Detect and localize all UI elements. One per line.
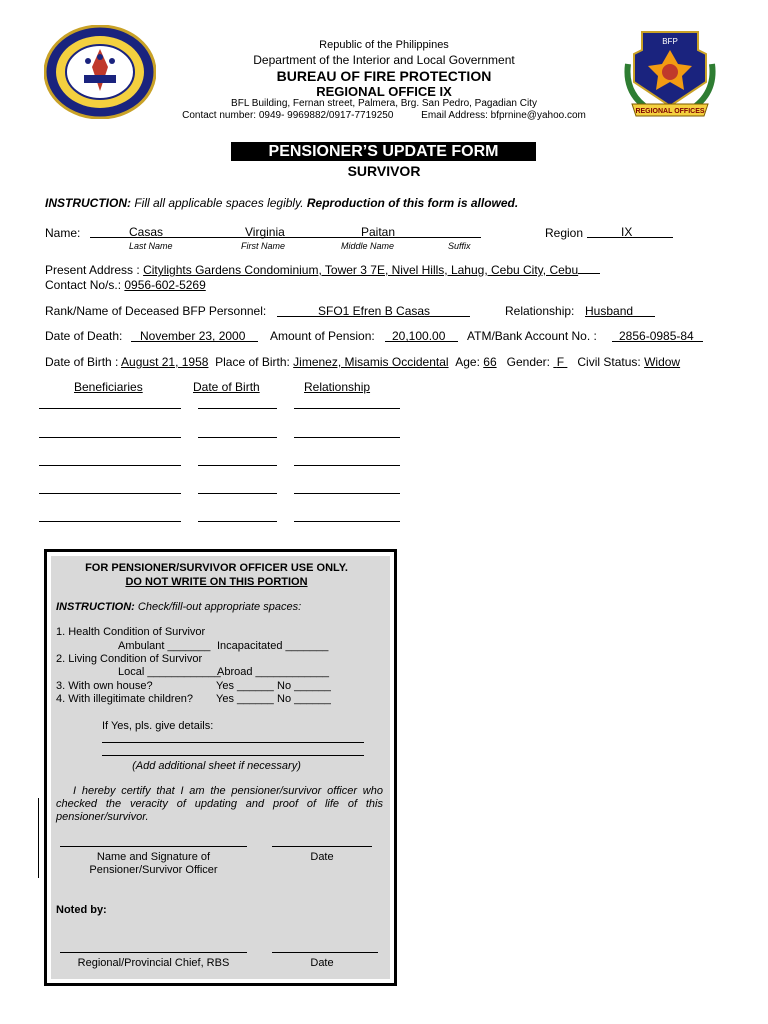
address-trailing-line [578, 263, 600, 277]
beneficiary-dob-header: Date of Birth [193, 380, 260, 394]
form-title: PENSIONER’S UPDATE FORM [231, 142, 536, 161]
beneficiary-dob-field[interactable] [198, 521, 277, 522]
chief-date-caption: Date [310, 957, 334, 969]
office-heading-2: DO NOT WRITE ON THIS PORTION [125, 576, 308, 588]
header-republic: Republic of the Philippines [319, 39, 449, 51]
contact-value[interactable]: 0956-602-5269 [124, 278, 206, 292]
birth-place-label: Place of Birth: [215, 355, 294, 369]
name-label: Name: [45, 226, 81, 240]
bfp-ribbon-text: REGIONAL OFFICES [635, 108, 705, 115]
office-instruction: INSTRUCTION: Check/fill-out appropriate spaces: [56, 601, 302, 613]
chief-signature-line[interactable] [60, 952, 247, 953]
death-date-label: Date of Death: [45, 329, 123, 343]
beneficiary-name-field[interactable] [39, 493, 181, 494]
pension-label: Amount of Pension: [270, 329, 375, 343]
beneficiary-relationship-field[interactable] [294, 437, 400, 438]
beneficiary-name-field[interactable] [39, 408, 181, 409]
officer-signature-line[interactable] [60, 846, 247, 847]
gender-label: Gender: [506, 355, 550, 369]
suffix-caption: Suffix [448, 241, 471, 251]
contact-label: Contact No/s.: [45, 278, 125, 292]
beneficiary-dob-field[interactable] [198, 437, 277, 438]
instruction-label: INSTRUCTION: [45, 196, 131, 210]
name-first-value[interactable]: Virginia [245, 225, 285, 239]
birth-line [45, 356, 680, 368]
details-note: (Add additional sheet if necessary) [132, 760, 301, 772]
beneficiary-relationship-field[interactable] [294, 408, 400, 409]
header-contact: Contact number: 0949- 9969882/0917-7719250 Email Address: bfprnine@yahoo.com [182, 110, 586, 121]
chief-date-line[interactable] [272, 952, 378, 953]
beneficiary-dob-field[interactable] [198, 493, 277, 494]
age-label: Age: [455, 355, 484, 369]
beneficiary-name-field[interactable] [39, 521, 181, 522]
beneficiaries-header: Beneficiaries [74, 380, 143, 394]
house-no-field[interactable]: No ______ [277, 680, 331, 692]
birth-date-value[interactable]: August 21, 1958 [121, 355, 209, 369]
civil-status-value[interactable]: Widow [644, 355, 681, 369]
deceased-value[interactable]: SFO1 Efren B Casas [318, 304, 431, 318]
children-yes-field[interactable]: Yes ______ [216, 693, 274, 705]
beneficiary-name-field[interactable] [39, 437, 181, 438]
region-label: Region [545, 226, 584, 240]
item-house: 3. With own house? [56, 680, 153, 692]
header-office: REGIONAL OFFICE IX [316, 84, 452, 99]
beneficiary-dob-field[interactable] [198, 465, 277, 466]
civil-status-label: Civil Status: [577, 355, 645, 369]
details-line-1[interactable] [102, 742, 364, 743]
office-use-panel [51, 556, 390, 979]
ambulant-field[interactable]: Ambulant _______ [118, 640, 211, 652]
signature-caption-2: Pensioner/Survivor Officer [89, 864, 218, 876]
relationship-value[interactable]: Husband [585, 304, 634, 318]
officer-date-line[interactable] [272, 846, 372, 847]
bfp-logo-text: BFP [662, 37, 678, 46]
beneficiary-relationship-header: Relationship [304, 380, 371, 394]
item-children: 4. With illegitimate children? [56, 693, 193, 705]
atm-label: ATM/Bank Account No. : [467, 329, 597, 343]
address-value[interactable]: Citylights Gardens Condominium, Tower 3 7E, Nivel Hills, Lahug, Cebu City, Cebu [143, 263, 579, 277]
instruction-line [45, 197, 518, 209]
name-last-value[interactable]: Casas [129, 225, 164, 239]
beneficiary-relationship-field[interactable] [294, 465, 400, 466]
item-living: 2. Living Condition of Survivor [56, 653, 203, 665]
office-heading-1: FOR PENSIONER/SURVIVOR OFFICER USE ONLY. [85, 562, 348, 574]
local-field[interactable]: Local ____________ [118, 666, 221, 678]
certify-text: I hereby certify that I am the pensioner/survivor officer who checked the veracity of updating and proof of life of this pensioner/survivor. [56, 785, 383, 823]
item-health: 1. Health Condition of Survivor [56, 626, 206, 638]
details-label: If Yes, pls. give details: [102, 720, 214, 732]
noted-by-label: Noted by: [56, 904, 107, 916]
relationship-label: Relationship: [505, 304, 575, 318]
beneficiary-name-field[interactable] [39, 465, 181, 466]
beneficiary-relationship-field[interactable] [294, 493, 400, 494]
details-line-2[interactable] [102, 755, 364, 756]
header-bureau: BUREAU OF FIRE PROTECTION [276, 68, 492, 84]
contact-line [45, 279, 206, 291]
last-name-caption: Last Name [129, 241, 173, 251]
address-label: Present Address : [45, 263, 144, 277]
header-department: Department of the Interior and Local Government [253, 53, 515, 67]
form-subtitle: SURVIVOR [347, 163, 421, 179]
name-middle-value[interactable]: Paitan [361, 225, 396, 239]
middle-name-caption: Middle Name [341, 241, 395, 251]
office-use-box [44, 549, 397, 986]
children-no-field[interactable]: No ______ [277, 693, 331, 705]
chief-caption: Regional/Provincial Chief, RBS [77, 957, 230, 969]
header-address: BFL Building, Fernan street, Palmera, Brg. San Pedro, Pagadian City [231, 98, 537, 109]
birth-place-value[interactable]: Jimenez, Misamis Occidental [293, 355, 449, 369]
age-value[interactable]: 66 [483, 355, 497, 369]
deceased-label: Rank/Name of Deceased BFP Personnel: [45, 304, 267, 318]
gender-value[interactable]: F [556, 355, 565, 369]
instruction-text: Fill all applicable spaces legibly. [131, 196, 307, 210]
first-name-caption: First Name [241, 241, 286, 251]
house-yes-field[interactable]: Yes ______ [216, 680, 274, 692]
beneficiary-dob-field[interactable] [198, 408, 277, 409]
incapacitated-field[interactable]: Incapacitated _______ [217, 640, 329, 652]
abroad-field[interactable]: Abroad ____________ [217, 666, 329, 678]
beneficiary-relationship-field[interactable] [294, 521, 400, 522]
signature-caption-1: Name and Signature of [96, 851, 211, 863]
instruction-bold: Reproduction of this form is allowed. [306, 196, 519, 210]
death-date-value[interactable]: November 23, 2000 [140, 329, 246, 343]
address-line [45, 264, 600, 276]
date-caption: Date [310, 851, 334, 863]
atm-value[interactable]: 2856-0985-84 [619, 329, 694, 343]
birth-date-label: Date of Birth : [45, 355, 122, 369]
pension-value[interactable]: 20,100.00 [392, 329, 446, 343]
region-value[interactable]: IX [621, 225, 633, 239]
